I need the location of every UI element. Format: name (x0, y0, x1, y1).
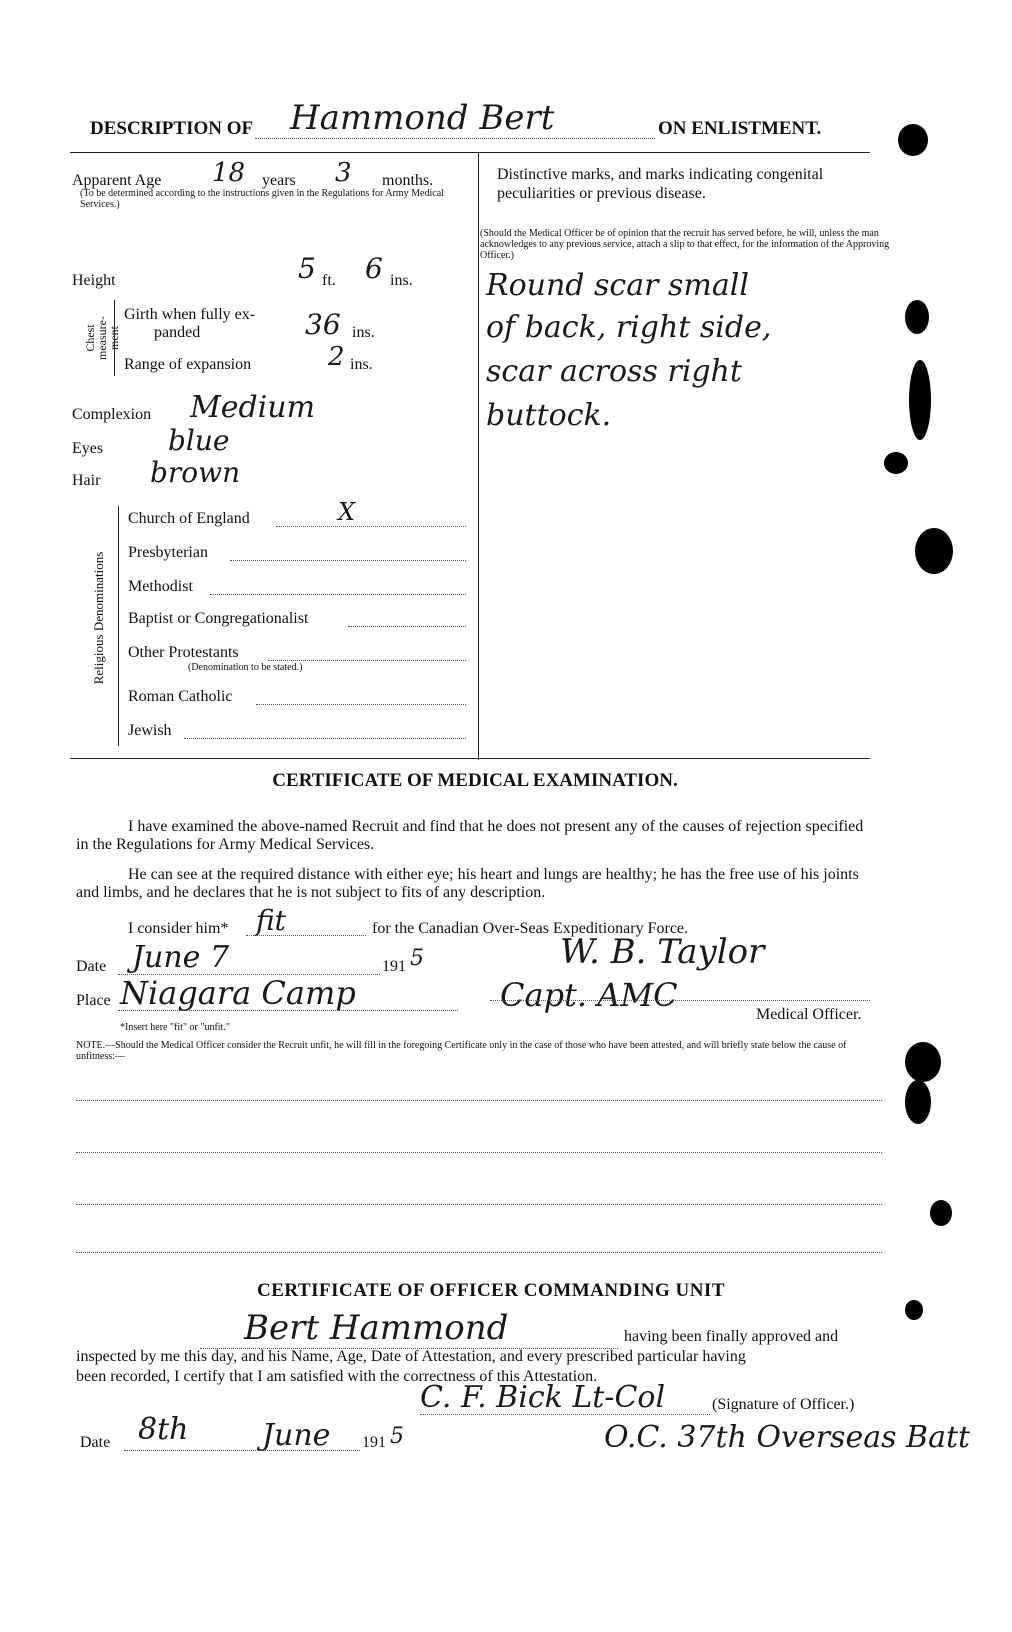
eyes-label: Eyes (72, 440, 104, 457)
medical-place-value: Niagara Camp (120, 974, 356, 1012)
header-prefix: DESCRIPTION OF (90, 118, 254, 139)
religion-church-of-england-mark: X (338, 498, 356, 526)
height-feet-value: 5 (298, 252, 316, 285)
unfitness-line (76, 1204, 882, 1205)
punch-hole (898, 124, 928, 156)
chest-measurement-label: Chest measure- ment (83, 316, 121, 360)
commanding-year-printed: 191 (362, 1434, 386, 1451)
consider-suffix: for the Canadian Over-Seas Expeditionary Force. (372, 920, 689, 937)
medical-year-printed: 191 (382, 958, 406, 975)
religion-methodist: Methodist (128, 578, 193, 595)
medical-para-2: He can see at the required distance with either eye; his heart and lungs are healthy; he has the free use of his joints and limbs, and he declares that he is not subject to fits of any description. (76, 866, 859, 901)
medical-officer-signature: W. B. Taylor (560, 932, 765, 972)
medical-officer-rank: Capt. AMC (500, 976, 678, 1014)
religion-jewish: Jewish (128, 722, 172, 739)
unfitness-line (76, 1152, 882, 1153)
marks-heading: Distinctive marks, and marks indicating congenital peculiarities or previous disease. (497, 166, 824, 202)
religion-presbyterian: Presbyterian (128, 544, 208, 561)
header-name-line (255, 138, 655, 139)
consider-prefix: I consider him* (128, 920, 229, 937)
religious-denominations-label: Religious Denominations (91, 551, 106, 685)
marks-line-4: buttock. (486, 398, 612, 433)
months-label: months. (382, 172, 434, 189)
unfitness-line (76, 1252, 882, 1253)
commanding-date-label: Date (80, 1434, 111, 1451)
hair-value: brown (150, 456, 241, 489)
complexion-value: Medium (190, 390, 316, 425)
commanding-unit: O.C. 37th Overseas Batt (604, 1420, 971, 1455)
medical-para-1: I have examined the above-named Recruit and find that he does not present any of the causes of rejection specified in the Regulations for Army Medical Services. (76, 818, 864, 853)
medical-officer-label: Medical Officer. (756, 1006, 862, 1023)
religion-line (184, 738, 466, 739)
unfitness-line (76, 1100, 882, 1101)
height-inches-label: ins. (390, 272, 413, 289)
apparent-age-months-value: 3 (335, 158, 352, 188)
religion-bracket (118, 506, 119, 746)
religion-other-protestants: Other Protestants (128, 644, 239, 661)
fit-value: fit (256, 904, 286, 937)
chest-bracket (114, 300, 115, 376)
marks-line-2: of back, right side, (486, 310, 772, 345)
punch-hole (909, 360, 931, 440)
punch-hole (905, 1080, 931, 1124)
medical-officer-line (490, 1000, 870, 1001)
range-value: 2 (328, 342, 345, 372)
signature-of-officer-label: (Signature of Officer.) (712, 1396, 855, 1413)
column-divider (478, 152, 479, 760)
commanding-signature-line (420, 1414, 710, 1415)
commanding-year-hand: 5 (390, 1424, 404, 1449)
fit-line (246, 935, 366, 936)
punch-hole (905, 1300, 923, 1320)
apparent-age-label: Apparent Age (72, 172, 162, 189)
complexion-label: Complexion (72, 406, 152, 423)
age-note: (To be determined according to the instructions given in the Regulations for Army Medical Services.) (80, 188, 444, 210)
religion-line (256, 704, 466, 705)
years-label: years (262, 172, 296, 189)
range-unit: ins. (350, 356, 373, 373)
commanding-day-value: 8th (138, 1412, 189, 1447)
punch-hole (884, 452, 908, 474)
marks-line-3: scar across right (486, 354, 742, 389)
insert-note: *Insert here "fit" or "unfit." (120, 1022, 230, 1033)
marks-line-1: Round scar small (486, 268, 749, 303)
religion-line (276, 526, 466, 527)
punch-hole (930, 1200, 952, 1226)
religion-other-note: (Denomination to be stated.) (188, 662, 303, 673)
eyes-value: blue (168, 424, 230, 457)
religion-line (348, 626, 466, 627)
punch-hole (905, 1042, 941, 1082)
height-inches-value: 6 (365, 252, 383, 285)
marks-note: (Should the Medical Officer be of opinion that the recruit has served before, he will, unless the man acknowledges to any previous service, attach a slip to that effect, for the information of the Approving Officer.) (480, 228, 890, 261)
religion-roman-catholic: Roman Catholic (128, 688, 233, 705)
girth-label-line1: Girth when fully ex- (124, 306, 256, 323)
religion-line (210, 594, 466, 595)
punch-hole (915, 528, 953, 574)
hair-label: Hair (72, 472, 101, 489)
commanding-line-2: inspected by me this day, and his Name, Age, Date of Attestation, and every prescribed particular having (76, 1348, 746, 1365)
header-suffix: ON ENLISTMENT. (658, 118, 822, 139)
commanding-line-1: having been finally approved and (624, 1328, 839, 1345)
range-label: Range of expansion (124, 356, 252, 373)
girth-value: 36 (305, 308, 341, 341)
girth-label-line2: panded (154, 324, 201, 341)
commanding-line-3: been recorded, I certify that I am satisfied with the correctness of this Attestation. (76, 1368, 598, 1385)
commanding-month-value: June (262, 1418, 331, 1453)
commanding-signature: C. F. Bick Lt-Col (420, 1380, 666, 1415)
medical-place-line (118, 1010, 458, 1011)
unfit-note: NOTE.—Should the Medical Officer consider the Recruit unfit, he will fill in the foregoing Certificate only in the case of those who have been attested, and will briefly state below the cause of unfitness:— (76, 1040, 847, 1062)
religion-line (230, 560, 466, 561)
girth-unit: ins. (352, 324, 375, 341)
religion-baptist: Baptist or Congregationalist (128, 610, 309, 627)
medical-title: CERTIFICATE OF MEDICAL EXAMINATION. (272, 770, 678, 791)
commanding-date-line (124, 1450, 360, 1451)
medical-date-label: Date (76, 958, 107, 975)
height-feet-label: ft. (322, 272, 336, 289)
medical-year-hand: 5 (410, 946, 424, 971)
religion-line (268, 660, 466, 661)
form-top-rule (70, 152, 870, 153)
apparent-age-years-value: 18 (212, 158, 246, 188)
recruit-name: Bert Hammond (244, 1308, 509, 1348)
medical-date-value: June 7 (132, 940, 230, 975)
religion-church-of-england: Church of England (128, 510, 250, 527)
medical-place-label: Place (76, 992, 111, 1009)
girth-label (124, 306, 255, 342)
punch-hole (905, 300, 929, 334)
commanding-title: CERTIFICATE OF OFFICER COMMANDING UNIT (256, 1280, 725, 1301)
height-label: Height (72, 272, 116, 289)
form-bottom-rule (70, 758, 870, 759)
header-name: Hammond Bert (290, 98, 555, 138)
